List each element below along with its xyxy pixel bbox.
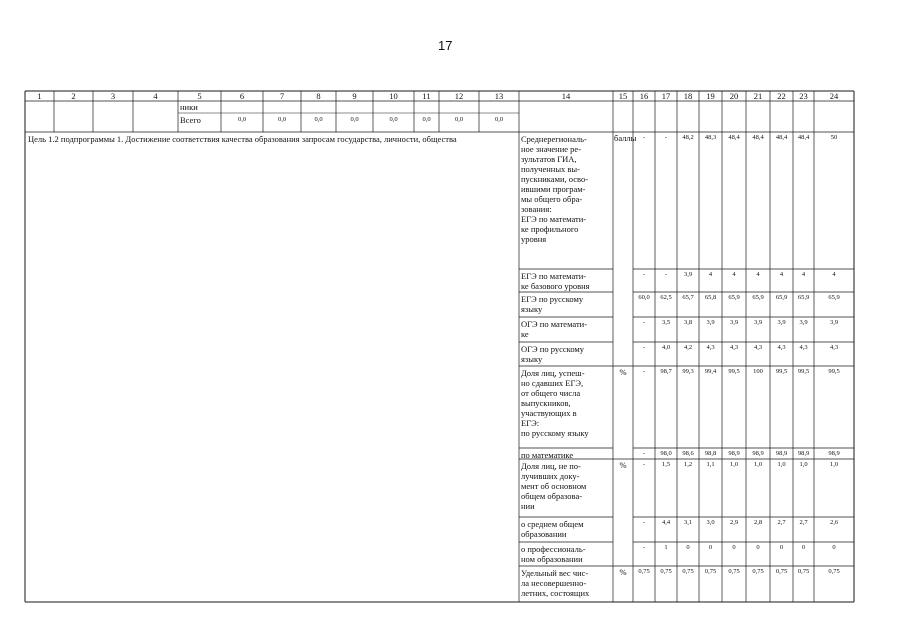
column-number: 11: [422, 91, 431, 101]
indicator-value: 48,4: [797, 134, 810, 141]
indicator-value: 4: [732, 271, 736, 278]
indicator-value: 1,1: [706, 461, 715, 468]
total-value: 0,0: [350, 116, 359, 123]
indicator-value: 99,5: [775, 368, 788, 375]
indicator-value: 65,8: [704, 294, 717, 301]
indicator-value: 1,2: [683, 461, 693, 468]
indicator-value: 48,2: [682, 134, 694, 141]
page-number: 17: [438, 38, 453, 53]
indicator-value: 0,75: [728, 568, 740, 575]
indicator-value: 50: [830, 134, 838, 141]
column-number: 13: [494, 91, 504, 101]
indicator-value: 98,0: [660, 450, 672, 457]
indicator-value: 0,75: [752, 568, 764, 575]
column-number: 1: [37, 91, 42, 101]
indicator-value: 0,75: [797, 568, 810, 575]
column-number: 9: [352, 91, 357, 101]
indicator-label: о среднем общем образовании: [521, 519, 584, 539]
column-number: 19: [706, 91, 715, 101]
indicator-value: 99,5: [797, 368, 810, 375]
total-value: 0,0: [314, 116, 323, 123]
indicator-value: -: [642, 450, 646, 457]
indicator-value: 99,3: [682, 368, 694, 375]
indicator-value: 3,0: [706, 519, 715, 526]
indicator-value: 4,3: [799, 344, 808, 351]
indicator-value: -: [642, 344, 646, 351]
column-number: 22: [777, 91, 786, 101]
indicator-value: 98,9: [775, 450, 788, 457]
indicator-value: 48,4: [728, 134, 740, 141]
indicator-value: 98,9: [797, 450, 810, 457]
indicator-value: 4: [801, 271, 806, 278]
column-number: 15: [618, 91, 628, 101]
indicator-value: 0: [708, 544, 713, 551]
column-number: 23: [799, 91, 808, 101]
indicator-label: Доля лиц, не по- лучивших доку- мент об основном общем образова- нии: [521, 461, 587, 511]
total-value: 0,0: [422, 116, 431, 123]
indicator-label: ОГЭ по русскому языку: [521, 344, 585, 364]
indicator-value: 2,9: [729, 519, 739, 526]
indicator-unit: баллы: [614, 133, 637, 143]
indicator-value: -: [642, 134, 646, 141]
total-value: 0,0: [277, 116, 287, 123]
indicator-value: 65,9: [752, 294, 764, 301]
indicator-label: Среднерегиональ- ное значение ре- зультатов ГИА, полученных вы- пускниками, осво- ившими програм- мы общего обра- зования: ЕГЭ по математи- ке профильного уровня: [521, 134, 589, 244]
indicator-label: ЕГЭ по русскому языку: [521, 294, 584, 314]
indicator-value: 4: [708, 271, 713, 278]
indicator-value: 1,0: [799, 461, 808, 468]
indicator-value: 3,9: [799, 319, 808, 326]
indicator-unit: %: [619, 567, 627, 577]
indicator-value: -: [642, 519, 646, 526]
indicator-value: 98,8: [704, 450, 717, 457]
indicator-value: 99,4: [704, 368, 717, 375]
total-value: 0,0: [237, 116, 247, 123]
indicator-value: 3,9: [683, 271, 693, 278]
column-number: 2: [71, 91, 76, 101]
indicator-value: 4: [779, 271, 784, 278]
indicator-value: 4,3: [829, 344, 839, 351]
indicator-value: -: [664, 134, 668, 141]
indicator-value: 48,4: [775, 134, 788, 141]
indicator-label: Доля лиц, успеш- но сдавших ЕГЭ, от общего числа выпускников, участвующих в ЕГЭ: по русскому языку: [521, 368, 589, 438]
indicator-value: 65,9: [797, 294, 810, 301]
indicator-value: 0: [832, 544, 836, 551]
indicator-value: -: [642, 461, 646, 468]
indicator-value: 65,9: [728, 294, 740, 301]
indicator-value: 0,75: [638, 568, 650, 575]
total-value: 0,0: [454, 116, 464, 123]
column-number: 20: [729, 91, 739, 101]
indicator-value: -: [642, 271, 646, 278]
indicator-value: 4,3: [753, 344, 763, 351]
column-number: 16: [639, 91, 649, 101]
indicator-value: 1: [664, 544, 668, 551]
indicator-label: по математике: [521, 450, 574, 460]
indicator-value: 48,4: [752, 134, 764, 141]
indicator-value: 3,9: [829, 319, 839, 326]
indicator-value: 2,8: [753, 519, 763, 526]
indicator-value: 3,1: [683, 519, 693, 526]
indicator-value: 0: [732, 544, 736, 551]
indicator-value: 98,6: [682, 450, 694, 457]
column-number: 7: [279, 91, 285, 101]
indicator-value: 1,0: [729, 461, 739, 468]
indicator-value: 4,4: [661, 519, 671, 526]
column-number: 24: [829, 91, 839, 101]
indicator-value: 4,0: [661, 344, 671, 351]
column-number: 3: [110, 91, 116, 101]
indicator-value: 4: [756, 271, 760, 278]
indicator-value: 98,9: [728, 450, 740, 457]
row-label-niki: ники: [180, 102, 198, 112]
indicator-value: 0: [686, 544, 690, 551]
indicator-value: 4,3: [706, 344, 715, 351]
column-number: 10: [389, 91, 398, 101]
indicator-value: 65,9: [775, 294, 788, 301]
indicator-value: 4,3: [729, 344, 739, 351]
indicator-value: 1,0: [753, 461, 763, 468]
indicator-unit: %: [619, 460, 627, 470]
total-value: 0,0: [389, 116, 398, 123]
indicator-value: -: [664, 271, 668, 278]
indicator-value: 100: [753, 368, 763, 375]
indicator-value: 0,75: [775, 568, 788, 575]
indicator-value: 4: [832, 271, 836, 278]
indicator-value: 3,8: [683, 319, 693, 326]
data-table: [25, 91, 854, 602]
indicator-value: -: [642, 368, 646, 375]
indicator-value: 0: [801, 544, 806, 551]
indicator-value: 65,7: [682, 294, 694, 301]
indicator-value: 3,9: [706, 319, 715, 326]
indicator-value: -: [642, 544, 646, 551]
indicator-value: 62,5: [660, 294, 672, 301]
indicator-value: 98,9: [752, 450, 764, 457]
column-number: 18: [683, 91, 693, 101]
indicator-value: 3,5: [661, 319, 671, 326]
indicator-value: 0: [756, 544, 760, 551]
indicator-value: 1,0: [829, 461, 839, 468]
indicator-value: 1,0: [777, 461, 786, 468]
indicator-value: 0,75: [682, 568, 694, 575]
indicator-value: 0,75: [828, 568, 840, 575]
indicator-value: 0,75: [704, 568, 717, 575]
indicator-label: ОГЭ по математи- ке: [521, 319, 588, 339]
indicator-value: 2,6: [829, 519, 839, 526]
indicator-label: о профессиональ- ном образовании: [521, 544, 586, 564]
indicator-value: 98,7: [660, 368, 672, 375]
column-number: 5: [197, 91, 202, 101]
indicator-value: 3,9: [753, 319, 763, 326]
total-value: 0,0: [494, 116, 504, 123]
indicator-unit: %: [619, 367, 627, 377]
column-number: 8: [316, 91, 321, 101]
column-number: 4: [153, 91, 158, 101]
row-label-total: Всего: [180, 115, 201, 125]
indicator-value: 3,9: [777, 319, 786, 326]
indicator-value: 3,9: [729, 319, 739, 326]
indicator-value: 2,7: [799, 519, 808, 526]
indicator-value: 65,9: [828, 294, 840, 301]
column-number: 21: [753, 91, 763, 101]
indicator-value: -: [642, 319, 646, 326]
column-number: 12: [454, 91, 464, 101]
indicator-value: 0,75: [660, 568, 672, 575]
indicator-value: 99,5: [728, 368, 740, 375]
indicator-value: 0: [779, 544, 784, 551]
goal-title: Цель 1.2 подпрограммы 1. Достижение соответствия качества образования запросам государства, личности, общества: [28, 134, 457, 144]
indicator-value: 4,3: [777, 344, 786, 351]
indicator-value: 60,0: [638, 294, 650, 301]
column-number: 14: [561, 91, 571, 101]
indicator-label: Удельный вес чис- ла несовершенно- летних, состоящих: [521, 568, 590, 598]
column-number: 17: [661, 91, 671, 101]
indicator-label: ЕГЭ по математи- ке базового уровня: [521, 271, 590, 291]
indicator-value: 48,3: [704, 134, 717, 141]
indicator-value: 2,7: [777, 519, 786, 526]
indicator-value: 98,9: [828, 450, 840, 457]
indicator-value: 99,5: [828, 368, 840, 375]
column-number: 6: [239, 91, 245, 101]
indicator-value: 1,5: [661, 461, 671, 468]
indicator-value: 4,2: [683, 344, 693, 351]
